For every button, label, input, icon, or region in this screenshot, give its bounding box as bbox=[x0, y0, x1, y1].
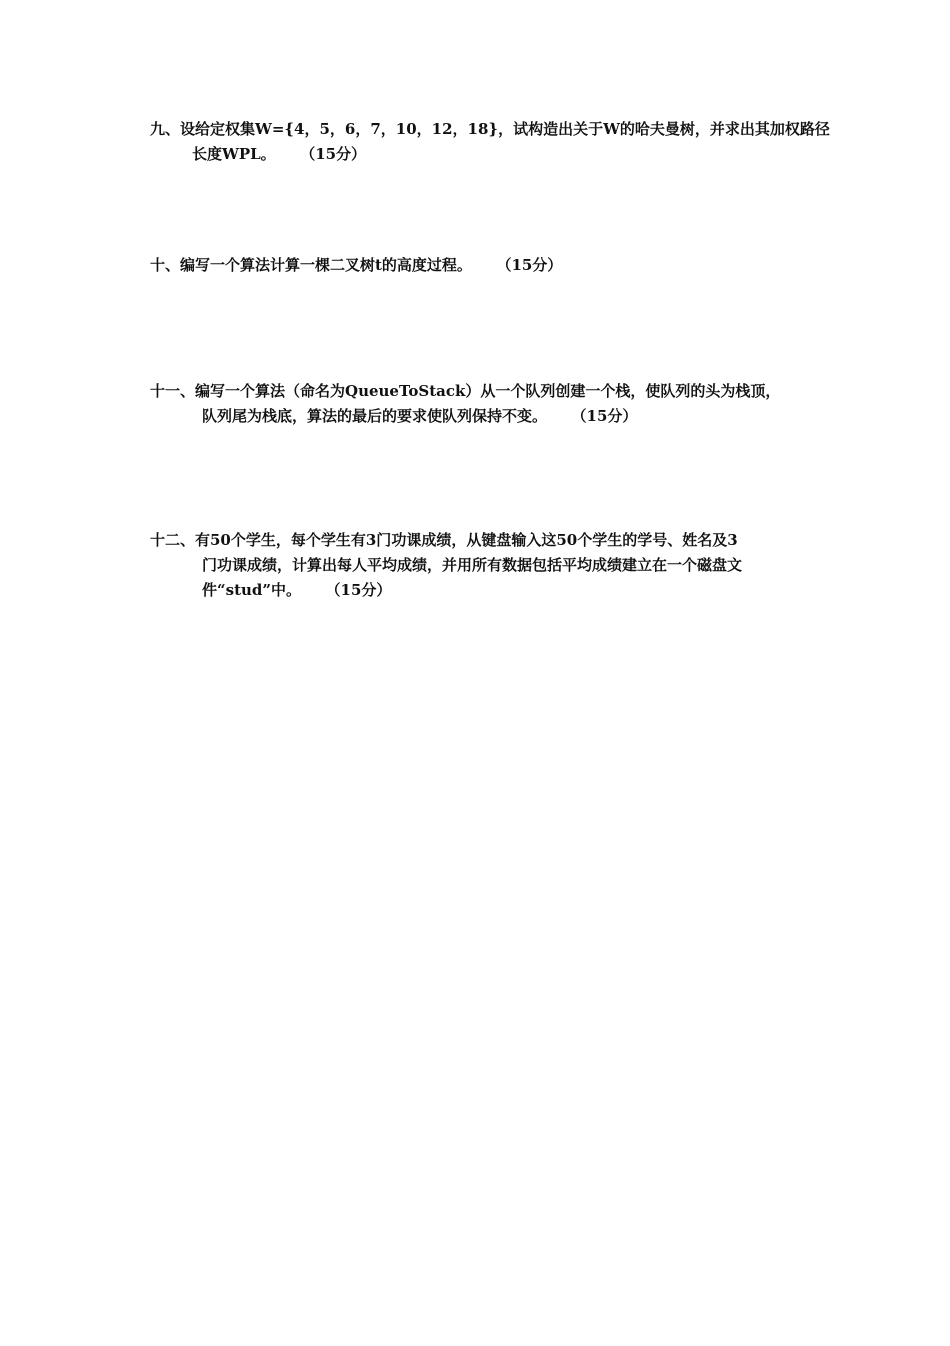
question-10-line-1-text: 十、编写一个算法计算一棵二叉树t的高度过程。 bbox=[150, 256, 472, 274]
question-9 bbox=[150, 117, 830, 167]
question-11-points: （15分） bbox=[579, 407, 638, 425]
question-11-line-1: 十一、编写一个算法（命名为QueueToStack）从一个队列创建一个栈，使队列的头为栈顶， bbox=[150, 382, 781, 400]
question-9-line-1: 九、设给定权集W={4，5，6，7，10，12，18}，试构造出关于W的哈夫曼树，并求出其加权路径 bbox=[150, 120, 830, 138]
question-12-points: （15分） bbox=[333, 581, 392, 599]
question-11-line-2 bbox=[150, 404, 830, 429]
question-10 bbox=[150, 253, 830, 278]
question-12-line-3 bbox=[150, 578, 830, 603]
question-10-line-1 bbox=[150, 253, 830, 278]
question-11 bbox=[150, 379, 830, 429]
question-11-line-2-text: 队列尾为栈底，算法的最后的要求使队列保持不变。 bbox=[202, 407, 548, 425]
question-10-points: （15分） bbox=[503, 256, 563, 274]
question-12-line-1: 十二、有50个学生，每个学生有3门功课成绩，从键盘输入这50个学生的学号、姓名及3 bbox=[150, 531, 738, 549]
question-9-points: （15分） bbox=[307, 145, 367, 163]
question-12-line-2: 门功课成绩，计算出每人平均成绩，并用所有数据包括平均成绩建立在一个磁盘文 bbox=[202, 556, 743, 574]
question-9-line-2 bbox=[150, 142, 830, 167]
question-9-line-2-text: 长度WPL。 bbox=[192, 145, 276, 163]
question-12-line-3-text: 件“stud”中。 bbox=[202, 581, 302, 599]
question-12 bbox=[150, 528, 830, 603]
